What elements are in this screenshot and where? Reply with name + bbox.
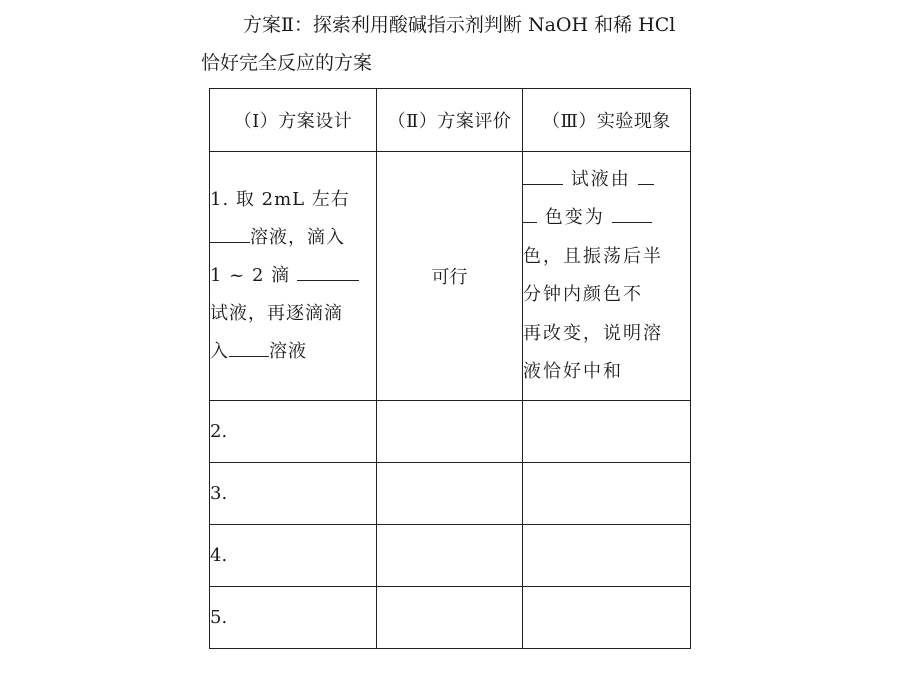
phenomenon-line (523, 315, 690, 354)
phenomenon-line (523, 276, 690, 315)
plan-table (209, 88, 691, 649)
phenomenon-cell-1 (523, 152, 691, 401)
phenomenon-line (523, 199, 690, 238)
phenomenon-cell-5 (523, 587, 691, 649)
design-line (210, 333, 376, 371)
phenomenon-text: 分钟内颜色不 (523, 284, 643, 305)
phenomenon-text: 液恰好中和 (523, 361, 623, 382)
design-text: 试液，再逐滴滴 (210, 303, 343, 324)
table-row (210, 463, 691, 525)
phenomenon-line (523, 353, 690, 392)
heading-line-1: 方案Ⅱ：探索利用酸碱指示剂判断 NaOH 和稀 HCl (243, 14, 676, 36)
design-cell-5: 5. (210, 587, 377, 649)
header-phenomenon: （Ⅲ）实验现象 (523, 89, 691, 152)
phenomenon-text: 色，且振荡后半 (523, 245, 663, 267)
answer-blank[interactable] (612, 204, 652, 223)
table-header-row (210, 89, 691, 152)
design-text: 入 (210, 341, 229, 362)
design-line (210, 257, 376, 295)
heading-line-2: 恰好完全反应的方案 (201, 52, 373, 74)
design-cell-1 (210, 152, 377, 401)
answer-blank[interactable] (523, 166, 563, 185)
design-cell-2: 2. (210, 401, 377, 463)
design-text: 1. 取 2mL 左右 (210, 189, 350, 210)
phenomenon-text: 再改变，说明溶 (523, 322, 663, 344)
phenomenon-cell-2 (523, 401, 691, 463)
table-row (210, 152, 691, 401)
design-text: 1 ~ 2 滴 (210, 265, 291, 286)
phenomenon-line (523, 238, 690, 277)
design-text: 溶液，滴入 (250, 227, 345, 248)
table-row (210, 587, 691, 649)
design-text: 溶液 (269, 341, 307, 362)
answer-blank[interactable] (229, 338, 269, 357)
table-row (210, 401, 691, 463)
header-evaluation: （Ⅱ）方案评价 (377, 89, 523, 152)
design-line (210, 181, 376, 219)
design-cell-3: 3. (210, 463, 377, 525)
phenomenon-text: 色变为 (544, 207, 605, 228)
phenomenon-cell-3 (523, 463, 691, 525)
evaluation-cell-1: 可行 (377, 152, 523, 401)
design-cell-4: 4. (210, 525, 377, 587)
answer-blank[interactable] (523, 204, 537, 223)
phenomenon-text: 试液由 (570, 168, 631, 190)
evaluation-cell-3 (377, 463, 523, 525)
evaluation-cell-4 (377, 525, 523, 587)
answer-blank[interactable] (297, 262, 359, 281)
phenomenon-line (523, 161, 690, 200)
answer-blank[interactable] (638, 166, 654, 185)
evaluation-cell-2 (377, 401, 523, 463)
answer-blank[interactable] (210, 224, 250, 243)
design-line (210, 295, 376, 333)
evaluation-cell-5 (377, 587, 523, 649)
design-line (210, 219, 376, 257)
table-row (210, 525, 691, 587)
header-design: （Ⅰ）方案设计 (210, 89, 377, 152)
phenomenon-cell-4 (523, 525, 691, 587)
